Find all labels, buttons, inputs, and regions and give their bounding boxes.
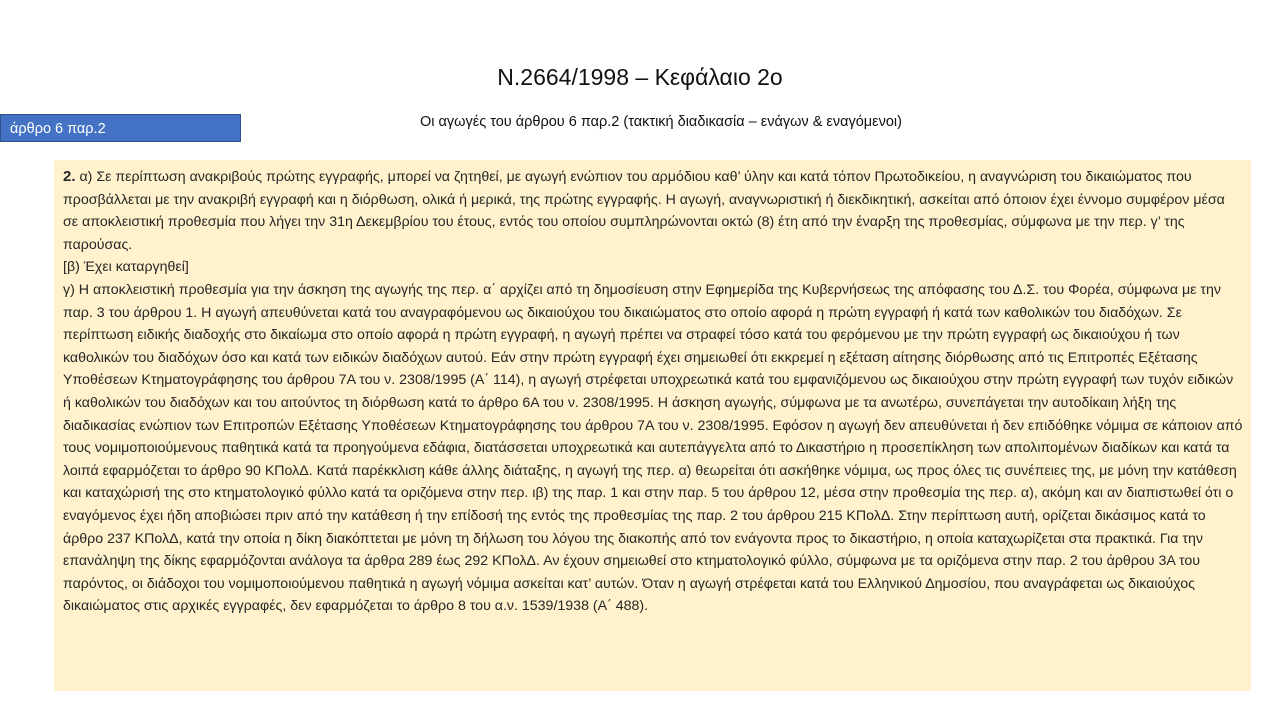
paragraph-a	[63, 166, 1243, 256]
article-tag: άρθρο 6 παρ.2	[0, 114, 241, 142]
article-number: 2.	[63, 168, 76, 185]
article-text-box	[54, 160, 1251, 691]
paragraph-c: γ) Η αποκλειστική προθεσμία για την άσκηση της αγωγής της περ. α΄ αρχίζει από τη δημοσίευση στην Εφημερίδα της Κυβερνήσεως της απόφασης του Δ.Σ. του Φορέα, σύμφωνα με την παρ. 3 του άρθρου 1. Η αγωγή απευθύνεται κατά του αναγραφόμενου ως δικαιούχου του δικαιώματος στο οποίο αφορά η πρώτη εγγραφή ή κατά των καθολικών του διαδόχων. Σε περίπτωση ειδικής διαδοχής στο δικαίωμα στο οποίο αφορά η πρώτη εγγραφή, η αγωγή πρέπει να στραφεί τόσο κατά του φερόμενου με την πρώτη εγγραφή ως δικαιούχου ή των καθολικών του διαδόχων όσο και κατά των ειδικών διαδόχων αυτού. Εάν στην πρώτη εγγραφή έχει σημειωθεί ότι εκκρεμεί η εξέταση αίτησης διόρθωσης από τις Επιτροπές Εξέτασης Υποθέσεων Κτηματογράφησης του άρθρου 7Α του ν. 2308/1995 (Α΄ 114), η αγωγή στρέφεται υποχρεωτικά κατά του εμφανιζόμενου ως δικαιούχου στην πρώτη εγγραφή των τυχόν ειδικών ή καθολικών του διαδόχων και του αιτούντος τη διόρθωση κατά το άρθρο 6Α του ν. 2308/1995. Η άσκηση αγωγής, σύμφωνα με τα ανωτέρω, συνεπάγεται την αυτοδίκαιη λήξη της διαδικασίας ενώπιον των Επιτροπών Εξέτασης Υποθέσεων Κτηματογράφησης του άρθρου 7Α του ν. 2308/1995. Εφόσον η αγωγή δεν απευθύνεται ή δεν επιδόθηκε νόμιμα σε κάποιον από τους νομιμοποιούμενους παθητικά κατά τα προηγούμενα εδάφια, διατάσσεται υποχρεωτικά και αυτεπάγγελτα από το Δικαστήριο η προσεπίκληση των απολιπομένων διαδίκων και κατά τα λοιπά εφαρμόζεται το άρθρο 90 ΚΠολΔ. Κατά παρέκκλιση κάθε άλλης διάταξης, η αγωγή της περ. α) θεωρείται ότι ασκήθηκε νόμιμα, ως προς όλες τις συνέπειες της, με μόνη την κατάθεση και καταχώρισή της στο κτηματολογικό φύλλο κατά τα οριζόμενα στην περ. ιβ) της παρ. 1 και στην παρ. 5 του άρθρου 12, μέσα στην προθεσμία της περ. α), ακόμη και αν διαπιστωθεί ότι ο εναγόμενος έχει ήδη αποβιώσει πριν από την κατάθεση ή την επίδοσή της εντός της προθεσμίας της παρ. 2 του άρθρου 215 ΚΠολΔ. Στην περίπτωση αυτή, ορίζεται δικάσιμος κατά το άρθρο 237 ΚΠολΔ, κατά την οποία η δίκη διακόπτεται με μόνη τη δήλωση του λόγου της διακοπής από τον ενάγοντα προς το δικαστήριο, η οποία καταχωρίζεται στα πρακτικά. Για την επανάληψη της δίκης εφαρμόζονται ανάλογα τα άρθρα 289 έως 292 ΚΠολΔ. Αν έχουν σημειωθεί στο κτηματολογικό φύλλο, σύμφωνα με τα οριζόμενα στην παρ. 2 του άρθρου 3Α του παρόντος, οι διάδοχοι του νομιμοποιούμενου παθητικά η αγωγή νόμιμα ασκείται κατ’ αυτών. Όταν η αγωγή στρέφεται κατά του Ελληνικού Δημοσίου, που αναγράφεται ως δικαιούχος δικαιώματος στις αρχικές εγγραφές, δεν εφαρμόζεται το άρθρο 8 του α.ν. 1539/1938 (Α΄ 488).	[63, 281, 1243, 615]
slide-subtitle: Οι αγωγές του άρθρου 6 παρ.2 (τακτική διαδικασία – ενάγων & εναγόμενοι)	[420, 114, 902, 130]
slide-title: Ν.2664/1998 – Κεφάλαιο 2ο	[497, 64, 783, 90]
paragraph-b: [β) Έχει καταργηθεί]	[63, 259, 189, 276]
paragraph-a-text: α) Σε περίπτωση ανακριβούς πρώτης εγγραφής, μπορεί να ζητηθεί, με αγωγή ενώπιον του αρμόδιου καθ’ ύλην και κατά τόπον Πρωτοδικείου, η αναγνώριση του δικαιώματος που προσβάλλεται με την ανακριβή εγγραφή και η διόρθωση, ολικά ή μερικά, της πρώτης εγγραφής. Η αγωγή, αναγνωριστική ή διεκδικητική, ασκείται από όποιον έχει έννομο συμφέρον μέσα σε αποκλειστική προθεσμία που λήγει την 31η Δεκεμβρίου του έτους, εντός του οποίου συμπληρώνονται οκτώ (8) έτη από την έναρξη της προθεσμίας, σύμφωνα με την περ. γ’ της παρούσας.	[63, 169, 1225, 253]
